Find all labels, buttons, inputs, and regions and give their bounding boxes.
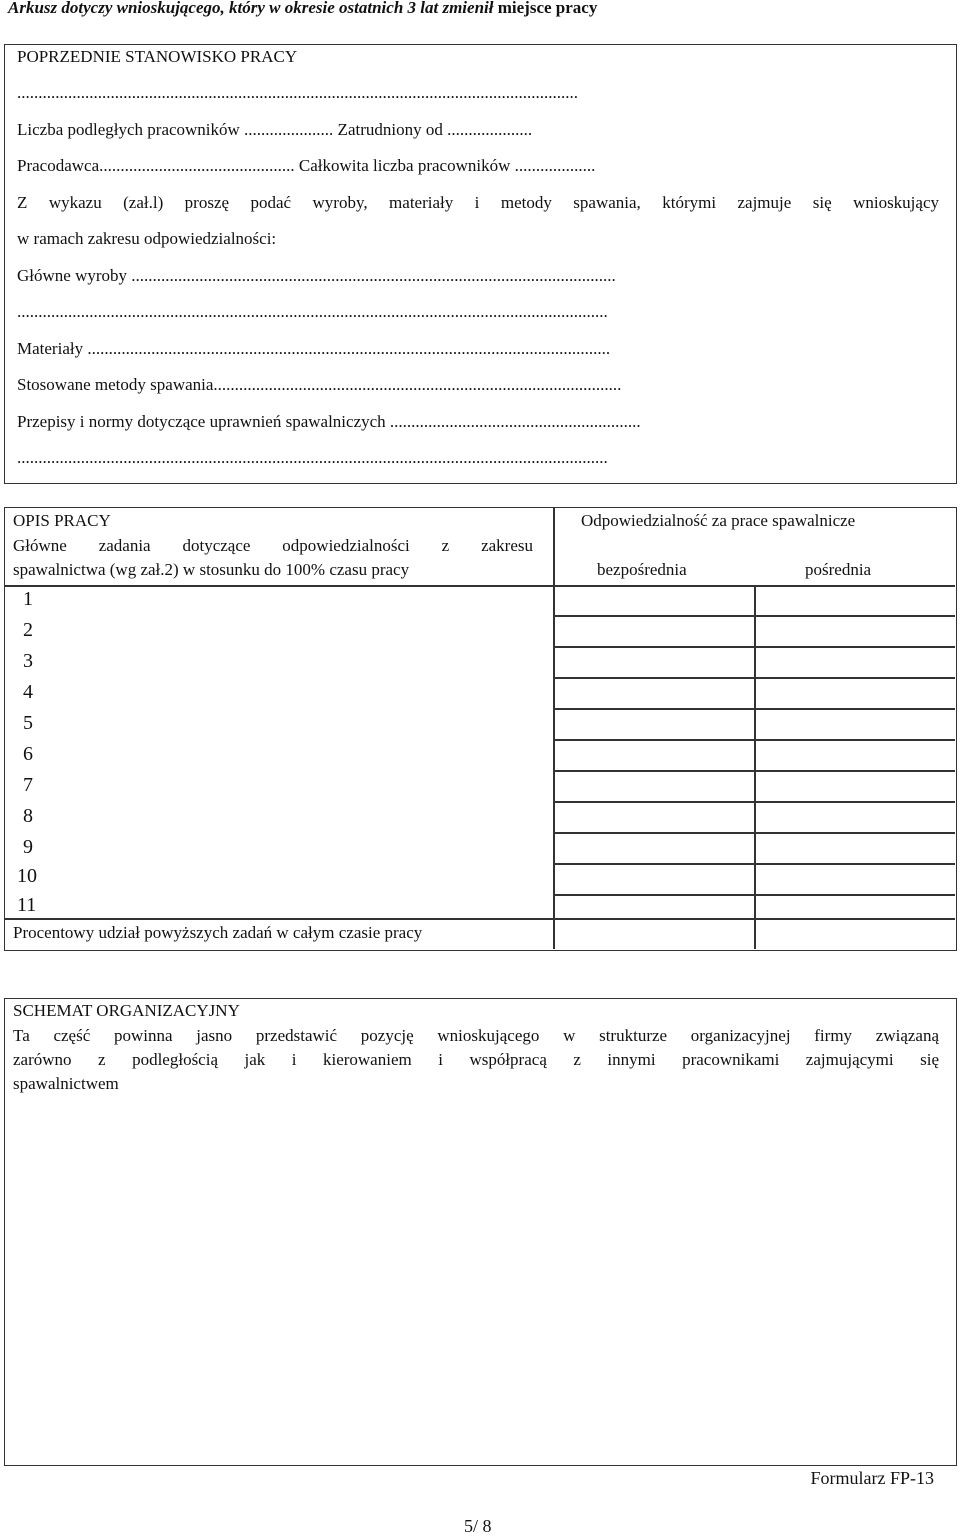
job-description-subheading-1: Główne zadania dotyczące odpowiedzialności z zakresu — [13, 536, 533, 555]
welding-methods-line: Stosowane metody spawania................................................................................................ — [17, 375, 622, 394]
org-chart-text-2: zarówno z podległością jak i kierowaniem i współpracą z innymi pracownikami zajmującymi się — [13, 1050, 939, 1069]
job-description-subheading-2: spawalnictwa (wg zał.2) w stosunku do 100% czasu pracy — [13, 560, 410, 579]
row-number: 8 — [23, 805, 33, 827]
list-intro-line-2: w ramach zakresu odpowiedzialności: — [17, 229, 277, 248]
row-number: 3 — [23, 650, 33, 672]
previous-job-section — [4, 44, 957, 484]
row-number: 9 — [23, 836, 33, 858]
subordinates-line: Liczba podległych pracowników ..................... Zatrudniony od .................... — [17, 120, 533, 139]
row-number: 6 — [23, 743, 33, 765]
previous-job-heading: POPRZEDNIE STANOWISKO PRACY — [17, 47, 298, 66]
main-products-continuation: ........................................................................................................................................... — [17, 302, 608, 321]
document-header — [8, 0, 597, 18]
org-chart-text-1: Ta część powinna jasno przedstawić pozycję wnioskującego w strukturze organizacyjnej firmy związaną — [13, 1026, 939, 1045]
summary-row-label: Procentowy udział powyższych zadań w całym czasie pracy — [13, 923, 423, 942]
materials-line: Materiały ........................................................................................................................... — [17, 339, 611, 358]
employer-line: Pracodawca.............................................. Całkowita liczba pracowników ................... — [17, 156, 596, 175]
regulations-continuation: ........................................................................................................................................... — [17, 448, 608, 467]
list-intro-line-1: Z wykazu (zał.l) proszę podać wyroby, materiały i metody spawania, którymi zajmuje się wnioskujący — [17, 193, 939, 212]
indirect-column-header: pośrednia — [805, 560, 872, 579]
org-chart-section — [4, 998, 957, 1466]
row-number: 5 — [23, 712, 33, 734]
page-number: 5/ 8 — [464, 1516, 492, 1536]
row-number: 4 — [23, 681, 33, 703]
responsibility-header: Odpowiedzialność za prace spawalnicze — [581, 511, 856, 530]
form-id: Formularz FP-13 — [810, 1468, 934, 1488]
main-products-line: Główne wyroby .................................................................................................................. — [17, 266, 616, 285]
row-number: 10 — [17, 865, 37, 887]
row-number: 1 — [23, 588, 33, 610]
direct-column-header: bezpośrednia — [597, 560, 687, 579]
header-title: Arkusz dotyczy wnioskującego, który w okresie ostatnich 3 lat zmienił — [8, 0, 494, 17]
job-description-heading: OPIS PRACY — [13, 511, 111, 530]
org-chart-text-3: spawalnictwem — [13, 1074, 119, 1093]
org-chart-heading: SCHEMAT ORGANIZACYJNY — [13, 1001, 240, 1020]
job-description-table — [4, 507, 957, 951]
header-title-tail: miejsce pracy — [497, 0, 598, 17]
row-number: 2 — [23, 619, 33, 641]
row-number: 7 — [23, 774, 33, 796]
regulations-line: Przepisy i normy dotyczące uprawnień spawalniczych ........................................................... — [17, 412, 641, 431]
previous-job-dots: .................................................................................................................................... — [17, 83, 578, 102]
row-number: 11 — [17, 894, 37, 916]
